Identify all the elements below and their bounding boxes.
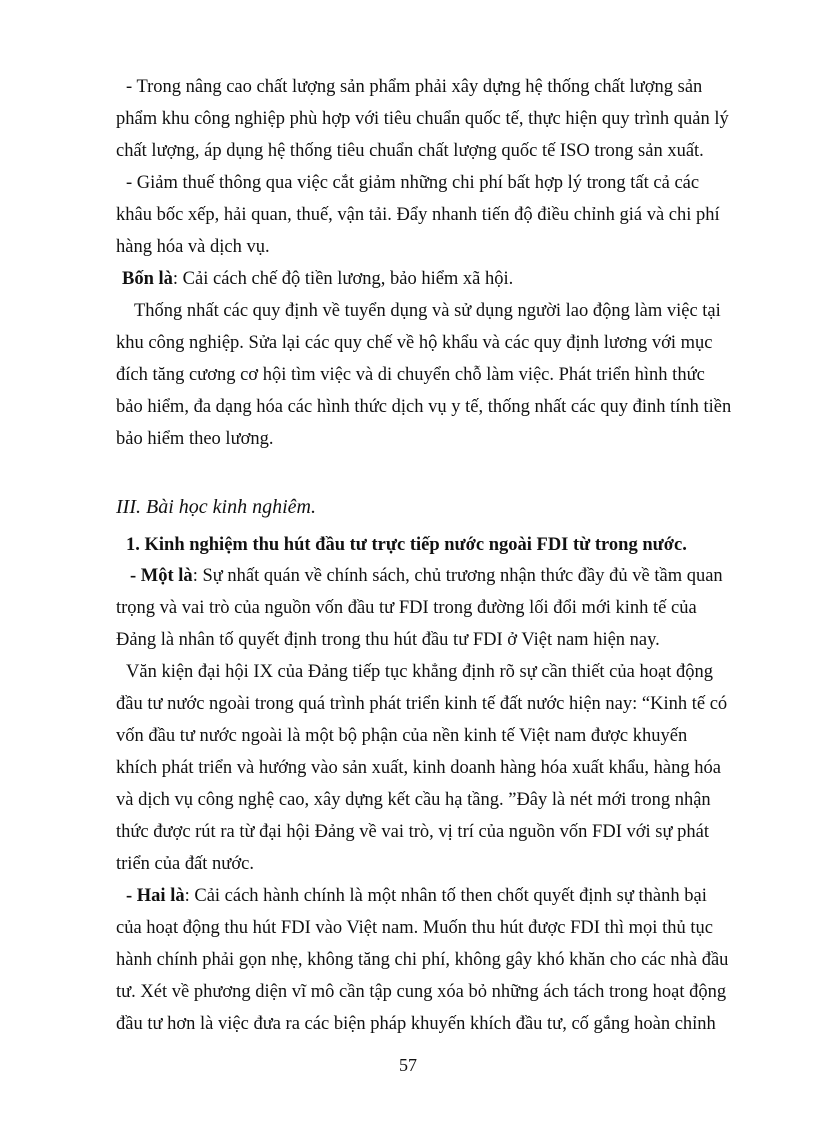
text-line: - Giảm thuế thông qua việc cắt giảm những chi phí bất hợp lý trong tất cả các (126, 173, 700, 193)
text-line (130, 563, 723, 589)
text-line: đầu tư hơn là việc đưa ra các biện pháp khuyến khích đầu tư, cố gắng hoàn chỉnh (116, 1014, 716, 1034)
paragraph-text: : Sự nhất quán về chính sách, chủ trương nhận thức đầy đủ về tầm quan (192, 566, 723, 586)
paragraph-label: - Hai là (126, 886, 185, 906)
text-line: và dịch vụ công nghệ cao, xây dựng kết cầu hạ tầng. ”Đây là nét mới trong nhận (116, 790, 711, 810)
text-line: Thống nhất các quy định về tuyển dụng và sử dụng người lao động làm việc tại (134, 301, 721, 321)
text-line: khích phát triển và hướng vào sản xuất, kinh doanh hàng hóa xuất khẩu, hàng hóa (116, 758, 721, 778)
page-number: 57 (399, 1055, 417, 1075)
text-line: đích tăng cương cơ hội tìm việc và di chuyển chỗ làm việc. Phát triển hình thức (116, 365, 705, 385)
section-heading: III. Bài học kinh nghiêm. (116, 496, 316, 518)
text-line: khâu bốc xếp, hải quan, thuế, vận tải. Đẩy nhanh tiến độ điều chỉnh giá và chi phí (116, 205, 720, 225)
subheading: 1. Kinh nghiệm thu hút đầu tư trực tiếp nước ngoài FDI từ trong nước. (126, 535, 687, 555)
paragraph-label: Bốn là (122, 269, 173, 289)
text-line: chất lượng, áp dụng hệ thống tiêu chuẩn chất lượng quốc tế ISO trong sản xuất. (116, 141, 704, 161)
text-line: hàng hóa và dịch vụ. (116, 237, 270, 257)
text-line: trọng và vai trò của nguồn vốn đầu tư FDI trong đường lối đổi mới kinh tế của (116, 598, 697, 618)
text-line: - Trong nâng cao chất lượng sản phẩm phải xây dựng hệ thống chất lượng sản (126, 77, 703, 97)
text-line: đầu tư nước ngoài trong quá trình phát triển kinh tế đất nước hiện nay: “Kinh tế có (116, 694, 728, 714)
text-line: Đảng là nhân tố quyết định trong thu hút đầu tư FDI ở Việt nam hiện nay. (116, 630, 660, 650)
text-line: phẩm khu công nghiệp phù hợp với tiêu chuẩn quốc tế, thực hiện quy trình quản lý (116, 109, 729, 129)
text-line: triển của đất nước. (116, 854, 254, 874)
paragraph-label: - Một là (130, 566, 193, 586)
text-line: bảo hiểm theo lương. (116, 429, 274, 449)
paragraph-text: : Cải cách chế độ tiền lương, bảo hiểm xã hội. (172, 269, 514, 289)
text-line: tư. Xét về phương diện vĩ mô cần tập cung xóa bỏ những ách tách trong hoạt động (116, 982, 727, 1002)
text-line: thức được rút ra từ đại hội Đảng về vai trò, vị trí của nguồn vốn FDI với sự phát (116, 822, 709, 842)
text-line (122, 266, 513, 292)
text-line: khu công nghiệp. Sửa lại các quy chế về hộ khẩu và các quy định lương với mục (116, 333, 713, 353)
text-line: hành chính phải gọn nhẹ, không tăng chi phí, không gây khó khăn cho các nhà đầu (116, 950, 729, 970)
text-line: Văn kiện đại hội IX của Đảng tiếp tục khẳng định rõ sự cần thiết của hoạt động (126, 662, 713, 682)
text-line: vốn đầu tư nước ngoài là một bộ phận của nền kinh tế Việt nam được khuyến (116, 726, 688, 746)
text-line: của hoạt động thu hút FDI vào Việt nam. Muốn thu hút được FDI thì mọi thủ tục (116, 918, 713, 938)
paragraph-text: : Cải cách hành chính là một nhân tố then chốt quyết định sự thành bại (184, 886, 707, 906)
text-line (126, 883, 707, 909)
text-line: bảo hiểm, đa dạng hóa các hình thức dịch vụ y tế, thống nhất các quy đinh tính tiền (116, 397, 732, 417)
